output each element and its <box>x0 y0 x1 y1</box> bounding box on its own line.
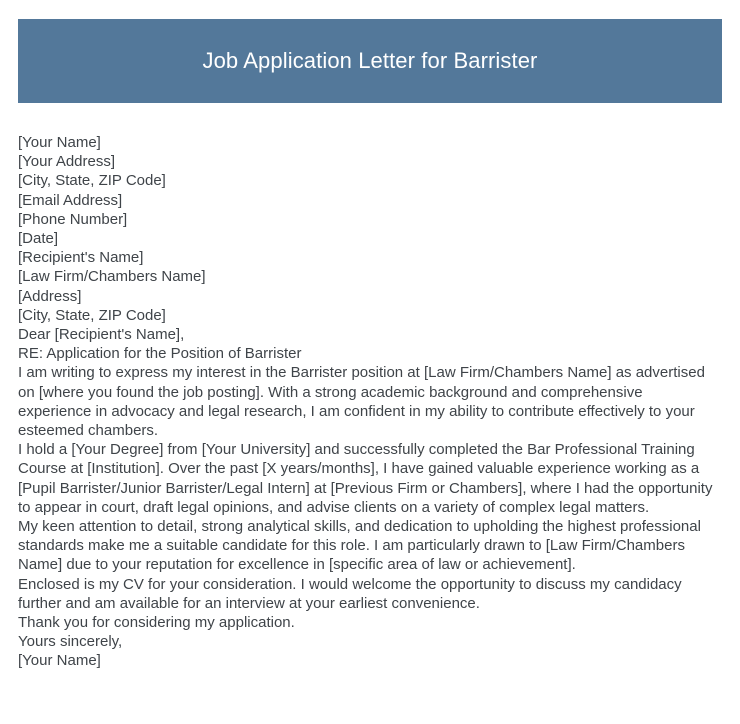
letter-date: [Date] <box>18 230 59 248</box>
recipient-firm: [Law Firm/Chambers Name] <box>18 268 206 286</box>
recipient-address: [Address] <box>18 287 82 305</box>
sender-phone: [Phone Number] <box>18 210 128 228</box>
body-paragraph-2: I hold a [Your Degree] from [Your University] and successfully completed the Bar Professional Training Course at [Institution]. Over the past [X years/months], I have gained valuable experience working as a [Pupil Barrister/Junior Barrister/Legal Intern] at [Previous Firm or Chambers], where I had the opportunity to appear in court, draft legal opinions, and advise clients on a variety of complex legal matters. <box>18 441 717 516</box>
closing-salutation: Yours sincerely, <box>18 633 123 651</box>
body-paragraph-4: Enclosed is my CV for your consideration. I would welcome the opportunity to discuss my candidacy further and am available for an interview at your earliest convenience. <box>18 575 686 612</box>
subject-line: RE: Application for the Position of Barrister <box>18 345 302 363</box>
body-paragraph-1: I am writing to express my interest in the Barrister position at [Law Firm/Chambers Name] as advertised on [where you found the job posting]. With a strong academic background and comprehensive experience in advocacy and legal research, I am confident in my ability to contribute effectively to your esteemed chambers. <box>18 364 710 440</box>
page-title: Job Application Letter for Barrister <box>202 47 538 73</box>
signature-name: [Your Name] <box>18 652 101 670</box>
recipient-name: [Recipient's Name] <box>18 249 144 267</box>
recipient-city-state-zip: [City, State, ZIP Code] <box>18 306 166 324</box>
letter-body <box>18 133 722 671</box>
body-paragraph-5: Thank you for considering my application. <box>18 614 295 632</box>
sender-email: [Email Address] <box>18 191 123 209</box>
sender-address: [Your Address] <box>18 153 116 171</box>
body-paragraph-3: My keen attention to detail, strong analytical skills, and dedication to upholding the highest professional standards make me a suitable candidate for this role. I am particularly drawn to [Law Firm/Chambers Name] due to your reputation for excellence in [specific area of law or achievement]. <box>18 518 706 574</box>
sender-city-state-zip: [City, State, ZIP Code] <box>18 172 166 190</box>
salutation: Dear [Recipient's Name], <box>18 326 185 344</box>
sender-name: [Your Name] <box>18 134 101 151</box>
document-header-banner <box>18 19 722 103</box>
